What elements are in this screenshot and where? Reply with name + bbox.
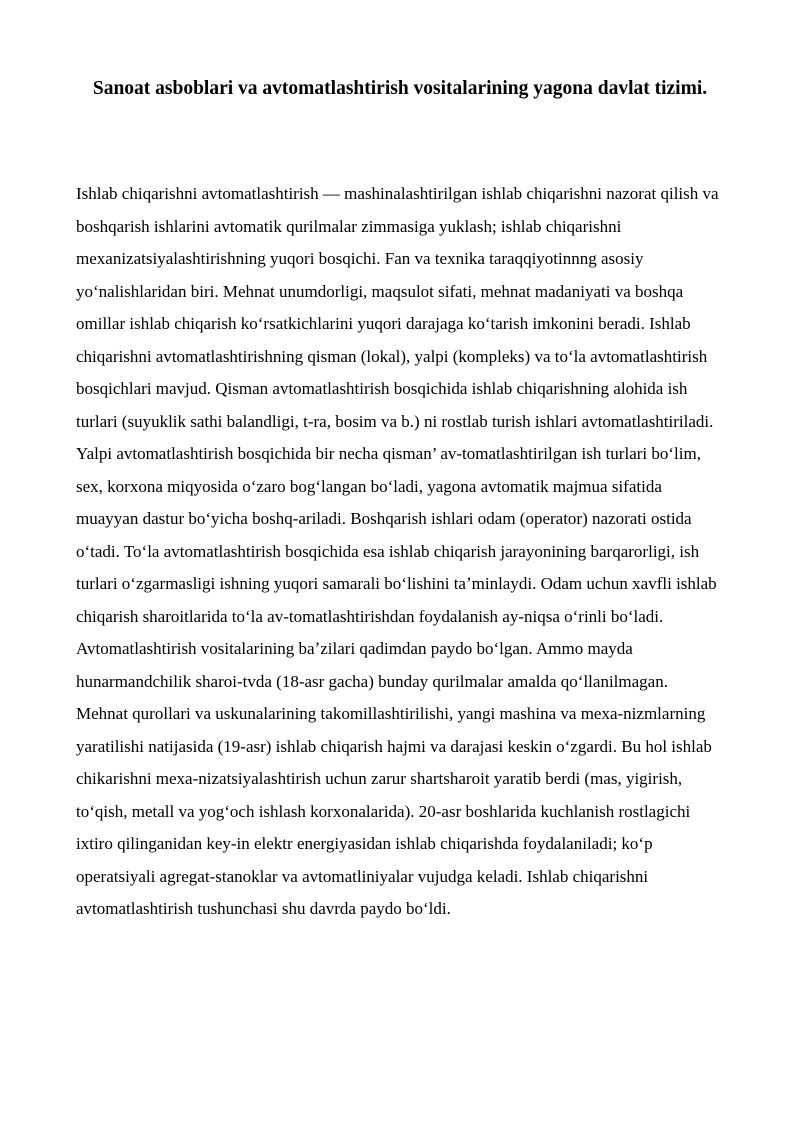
paragraph-2: Avtomatlashtirish vositalarining baʼzilari qadimdan paydo boʻlgan. Ammo mayda hunarmandchilik sharoi-tvda (18-asr gacha) bunday qurilmalar amalda qoʻllanilmagan. Mehnat qurollari va uskunalarining takomillashtirilishi, yangi mashina va mexa-nizmlarning yaratilishi natijasida (19-asr) ishlab chiqarish hajmi va darajasi keskin oʻzgardi. Bu hol ishlab chikarishni mexa-nizatsiyalashtirish uchun zarur shartsharoit yaratib berdi (mas, yigirish, toʻqish, metall va yogʻoch ishlash korxonalarida). 20-asr boshlarida kuchlanish rostlagichi ixtiro qilinganidan key-in elektr energiyasidan ishlab chiqarishda foydalaniladi; koʻp operatsiyali agregat-stanoklar va avtomatliniyalar vujudga keladi. Ishlab chiqarishni avtomatlashtirish tushunchasi shu davrda paydo boʻldi. <box>76 639 712 918</box>
document-title: Sanoat asboblari va avtomatlashtirish vositalarining yagona davlat tizimi. <box>92 78 708 99</box>
paragraph-1: Ishlab chiqarishni avtomatlashtirish — mashinalashtirilgan ishlab chiqarishni nazorat qilish va boshqarish ishlarini avtomatik qurilmalar zimmasiga yuklash; ishlab chiqarishni mexanizatsiyalashtirishning yuqori bosqichi. Fan va texnika taraqqiyotinnng asosiy yoʻnalishlaridan biri. Mehnat unumdorligi, maqsulot sifati, mehnat madaniyati va boshqa omillar ishlab chiqarish koʻrsatkichlarini yuqori darajaga koʻtarish imkonini beradi. Ishlab chiqarishni avtomatlashtirishning qisman (lokal), yalpi (kompleks) va toʻla avtomatlashtirish bosqichlari mavjud. Qisman avtomatlashtirish bosqichida ishlab chiqarishning alohida ish turlari (suyuklik sathi balandligi, t-ra, bosim va b.) ni rostlab turish ishlari avtomatlashtiriladi. Yalpi avtomatlashtirish bosqichida bir necha qisman’ av-tomatlashtirilgan ish turlari boʻlim, sex, korxona miqyosida oʻzaro bogʻlangan boʻladi, yagona avtomatik majmua sifatida muayyan dastur boʻyicha boshq-ariladi. Boshqarish ishlari odam (operator) nazorati ostida oʻtadi. Toʻla avtomatlashtirish bosqichida esa ishlab chiqarish jarayonining barqarorligi, ish turlari oʻzgarmasligi ishning yuqori samarali boʻlishini taʼminlaydi. Odam uchun xavfli ishlab chiqarish sharoitlarida toʻla av-tomatlashtirishdan foydalanish ay-niqsa oʻrinli boʻladi. <box>76 184 719 626</box>
document-body <box>76 178 724 926</box>
